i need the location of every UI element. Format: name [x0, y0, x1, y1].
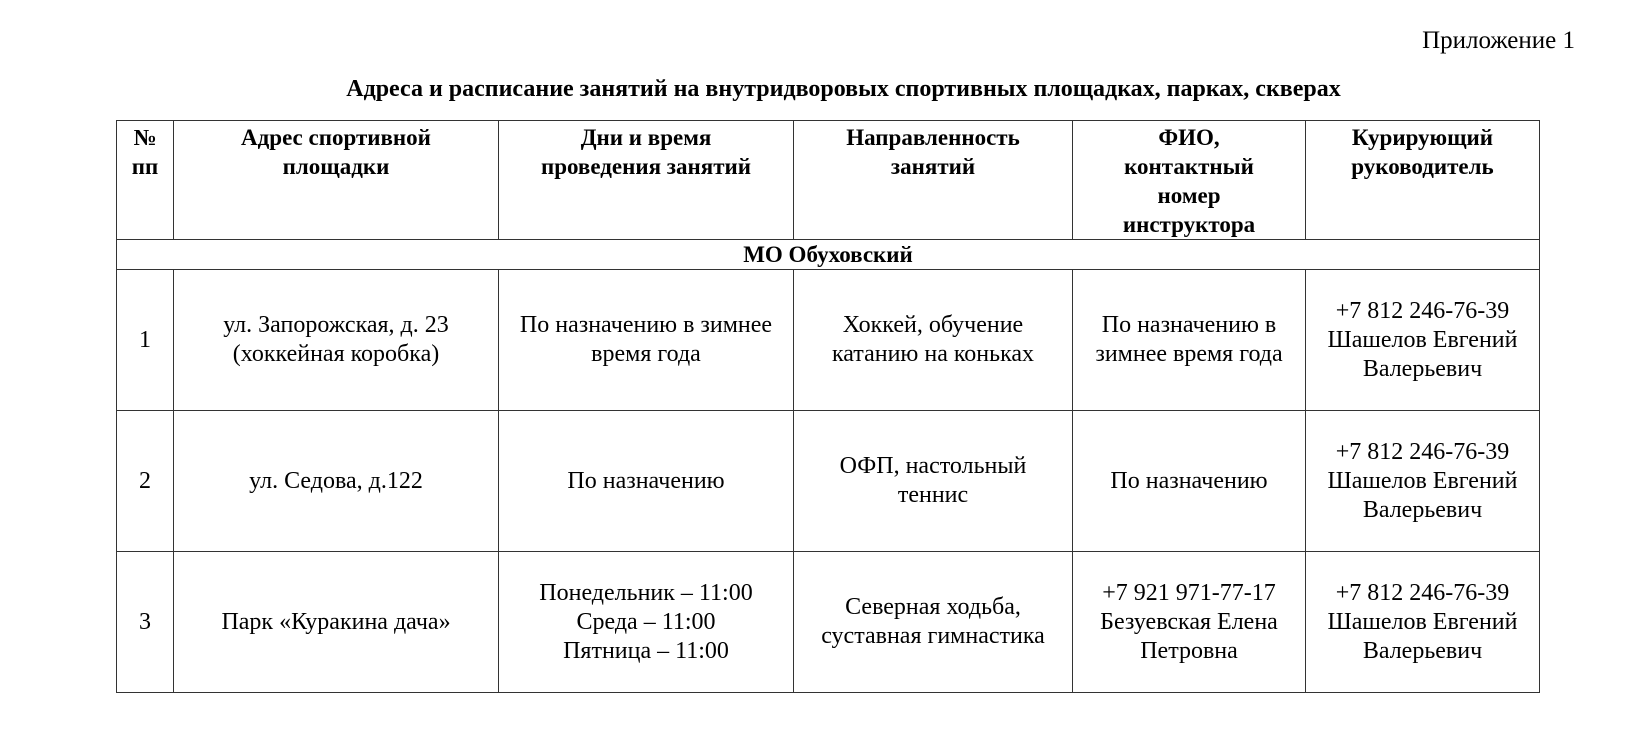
section-row [117, 240, 1540, 270]
row-address: Парк «Куракина дача» [174, 552, 499, 693]
table-row [117, 270, 1540, 411]
col-header-number: № пп [117, 121, 174, 240]
row-schedule: По назначению [499, 411, 794, 552]
table-row [117, 411, 1540, 552]
col-header-supervisor: Курирующий руководитель [1306, 121, 1540, 240]
header-row [117, 121, 1540, 240]
col-header-address: Адрес спортивной площадки [174, 121, 499, 240]
col-header-direction: Направленность занятий [794, 121, 1073, 240]
section-title: МО Обуховский [117, 240, 1540, 270]
row-schedule: По назначению в зимнее время года [499, 270, 794, 411]
row-address: ул. Седова, д.122 [174, 411, 499, 552]
appendix-label: Приложение 1 [1422, 27, 1575, 54]
row-direction: Северная ходьба, суставная гимнастика [794, 552, 1073, 693]
row-supervisor: +7 812 246-76-39 Шашелов Евгений Валерьевич [1306, 270, 1540, 411]
row-number: 1 [117, 270, 174, 411]
schedule-table [116, 120, 1540, 693]
col-header-instructor: ФИО, контактный номер инструктора [1073, 121, 1306, 240]
table-row [117, 552, 1540, 693]
row-direction: ОФП, настольный теннис [794, 411, 1073, 552]
row-number: 2 [117, 411, 174, 552]
row-instructor: По назначению [1073, 411, 1306, 552]
row-supervisor: +7 812 246-76-39 Шашелов Евгений Валерьевич [1306, 552, 1540, 693]
row-direction: Хоккей, обучение катанию на коньках [794, 270, 1073, 411]
row-number: 3 [117, 552, 174, 693]
row-instructor: По назначению в зимнее время года [1073, 270, 1306, 411]
row-supervisor: +7 812 246-76-39 Шашелов Евгений Валерьевич [1306, 411, 1540, 552]
document-title: Адреса и расписание занятий на внутридворовых спортивных площадках, парках, скверах [346, 76, 1341, 102]
row-address: ул. Запорожская, д. 23 (хоккейная коробка) [174, 270, 499, 411]
row-schedule: Понедельник – 11:00 Среда – 11:00 Пятница – 11:00 [499, 552, 794, 693]
col-header-schedule: Дни и время проведения занятий [499, 121, 794, 240]
row-instructor: +7 921 971-77-17 Безуевская Елена Петровна [1073, 552, 1306, 693]
